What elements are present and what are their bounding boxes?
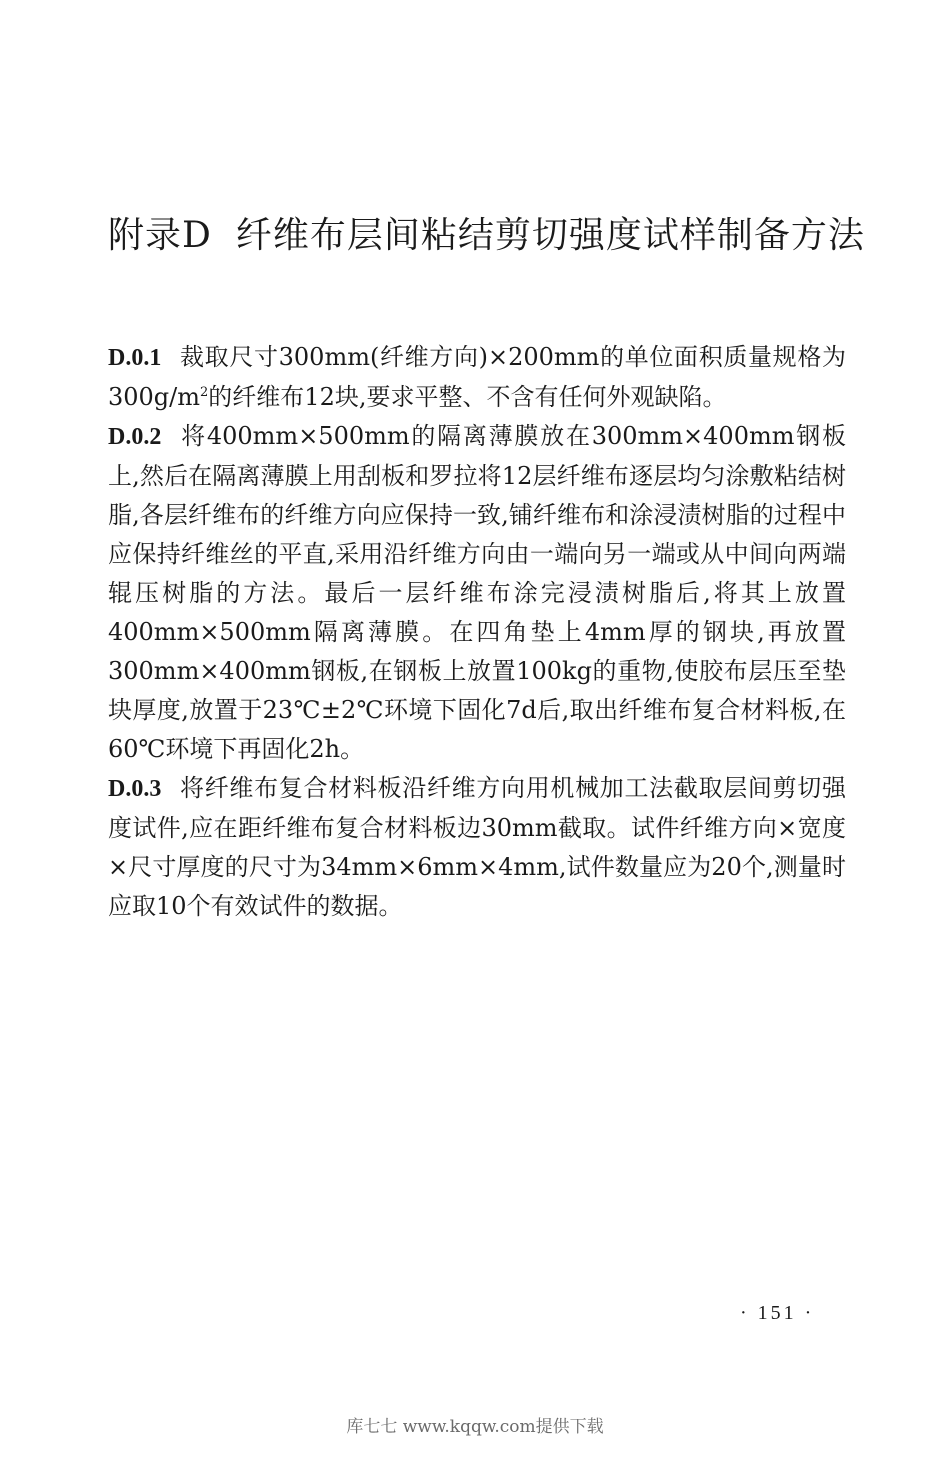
clause-text-continued: 的纤维布12块,要求平整、不含有任何外观缺陷。 xyxy=(208,383,727,411)
appendix-title: 纤维布层间粘结剪切强度试样制备方法 xyxy=(235,215,865,256)
clause-list xyxy=(108,338,846,926)
appendix-label: 附录D xyxy=(108,215,212,256)
clause-d01 xyxy=(108,338,846,417)
page-number: · 151 · xyxy=(740,1302,815,1324)
clause-text: 将纤维布复合材料板沿纤维方向用机械加工法截取层间剪切强度试件,应在距纤维布复合材料板边30mm截取。试件纤维方向×宽度×尺寸厚度的尺寸为34mm×6mm×4mm,试件数量应为20个,测量时应取10个有效试件的数据。 xyxy=(108,774,846,920)
clause-text: 裁取尺寸300mm(纤维方向)×200mm的单位面积质量规格为300g/m xyxy=(108,343,846,411)
clause-number: D.0.1 xyxy=(108,345,162,371)
clause-d02 xyxy=(108,417,846,769)
clause-number: D.0.2 xyxy=(108,424,162,450)
clause-number: D.0.3 xyxy=(108,776,162,802)
clause-d03 xyxy=(108,769,846,926)
clause-text: 将400mm×500mm的隔离薄膜放在300mm×400mm钢板上,然后在隔离薄膜上用刮板和罗拉将12层纤维布逐层均匀涂敷粘结树脂,各层纤维布的纤维方向应保持一致,铺纤维布和涂浸渍树脂的过程中应保持纤维丝的平直,采用沿纤维方向由一端向另一端或从中间向两端辊压树脂的方法。最后一层纤维布涂完浸渍树脂后,将其上放置400mm×500mm隔离薄膜。在四角垫上4mm厚的钢块,再放置300mm×400mm钢板,在钢板上放置100kg的重物,使胶布层压至垫块厚度,放置于23℃±2℃环境下固化7d后,取出纤维布复合材料板,在60℃环境下再固化2h。 xyxy=(108,422,846,763)
page-title xyxy=(108,214,868,258)
download-watermark: 库七七 www.kqqw.com提供下载 xyxy=(346,1417,604,1437)
superscript: 2 xyxy=(200,385,209,400)
